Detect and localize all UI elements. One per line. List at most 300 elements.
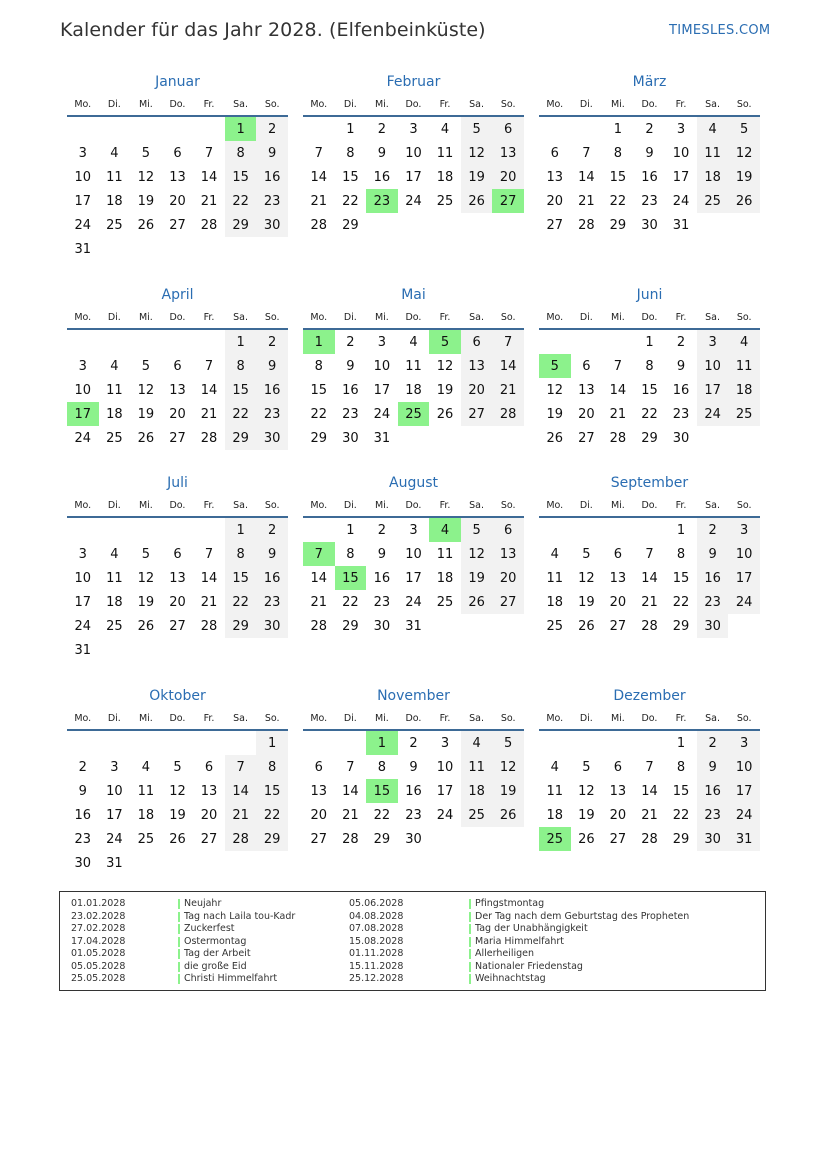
day-cell: 24	[728, 803, 760, 827]
holiday-date: 01.05.2028	[71, 948, 126, 959]
day-cell: 5	[728, 116, 760, 141]
page-title: Kalender für das Jahr 2028. (Elfenbeinküste)	[60, 19, 486, 41]
day-cell: 1	[346, 121, 355, 137]
day-cell: 23	[697, 803, 729, 827]
day-cell: 22	[609, 193, 627, 209]
day-cell: 17	[728, 566, 760, 590]
weekday-header: Fr.	[429, 494, 461, 517]
day-cell: 10	[405, 145, 422, 161]
day-cell: 28	[225, 827, 257, 851]
day-cell: 10	[728, 755, 760, 779]
day-cell: 29	[256, 827, 288, 851]
day-cell: 18	[436, 169, 454, 185]
day-cell: 2	[256, 329, 288, 354]
day-cell: 27	[492, 189, 524, 213]
day-cell: 9	[409, 759, 418, 775]
day-cell: 9	[697, 542, 729, 566]
day-cell: 19	[137, 193, 155, 209]
empty-cell	[130, 116, 162, 141]
weekday-header: Fr.	[665, 707, 697, 730]
weekday-header: Do.	[634, 494, 666, 517]
day-cell: 3	[440, 735, 450, 751]
day-cell: 16	[74, 807, 92, 823]
empty-cell	[398, 426, 430, 450]
day-cell: 9	[256, 141, 288, 165]
day-cell: 14	[225, 779, 257, 803]
day-cell: 29	[310, 430, 328, 446]
day-cell: 25	[436, 594, 454, 610]
day-cell: 6	[613, 759, 623, 775]
month-name: August	[389, 475, 438, 491]
day-cell: 3	[728, 730, 760, 755]
day-cell: 5	[582, 759, 591, 775]
weekday-header: Sa.	[461, 93, 493, 116]
day-cell: 10	[405, 546, 422, 562]
empty-cell	[67, 730, 99, 755]
month-name: September	[610, 475, 689, 491]
day-cell: 29	[373, 831, 391, 847]
day-cell: 16	[373, 169, 391, 185]
day-cell: 9	[377, 546, 387, 562]
day-cell: 28	[342, 831, 359, 847]
empty-cell	[162, 851, 194, 875]
day-cell: 9	[645, 145, 654, 161]
weekday-header: Mo.	[67, 306, 99, 329]
weekday-header: So.	[728, 306, 760, 329]
day-cell: 19	[461, 566, 493, 590]
weekday-header: Fr.	[665, 494, 697, 517]
weekday-header: Fr.	[429, 93, 461, 116]
day-cell: 10	[106, 783, 123, 799]
day-cell: 9	[78, 783, 87, 799]
day-cell: 26	[137, 430, 155, 446]
day-cell: 17	[436, 783, 454, 799]
weekday-header: Di.	[99, 306, 131, 329]
day-cell: 25	[106, 217, 123, 233]
day-cell: 21	[578, 193, 595, 209]
weekday-header: So.	[256, 494, 288, 517]
day-cell: 12	[137, 169, 155, 185]
weekday-header: So.	[492, 494, 524, 517]
weekday-header: Mi.	[130, 93, 162, 116]
empty-cell	[99, 517, 131, 542]
holiday-date: 01.11.2028	[349, 948, 404, 959]
day-cell: 8	[377, 759, 387, 775]
day-cell: 15	[225, 165, 257, 189]
holiday-name: die große Eid	[178, 961, 247, 974]
empty-cell	[634, 730, 666, 755]
day-cell: 6	[550, 145, 559, 161]
day-cell: 14	[492, 354, 524, 378]
weekday-header: Mo.	[303, 93, 335, 116]
day-cell: 17	[373, 382, 391, 398]
day-cell: 17	[67, 402, 99, 426]
weekday-header: Sa.	[697, 93, 729, 116]
day-cell: 15	[335, 566, 367, 590]
day-cell: 15	[225, 378, 257, 402]
day-cell: 5	[582, 546, 591, 562]
day-cell: 29	[225, 614, 257, 638]
month-name: Dezember	[613, 688, 686, 704]
empty-cell	[99, 116, 131, 141]
day-cell: 6	[173, 358, 182, 374]
empty-cell	[492, 213, 524, 237]
day-cell: 3	[78, 145, 87, 161]
weekday-header: Mo.	[303, 494, 335, 517]
day-cell: 1	[225, 116, 257, 141]
day-cell: 14	[578, 169, 595, 185]
empty-cell	[162, 237, 194, 261]
day-cell: 21	[641, 594, 658, 610]
weekday-header: So.	[728, 494, 760, 517]
day-cell: 2	[256, 116, 288, 141]
empty-cell	[162, 329, 194, 354]
day-cell: 19	[461, 165, 493, 189]
holiday-date: 05.05.2028	[71, 960, 126, 972]
day-cell: 13	[169, 382, 186, 398]
weekday-header: Sa.	[225, 306, 257, 329]
day-cell: 1	[303, 329, 335, 354]
day-cell: 2	[645, 121, 654, 137]
day-cell: 30	[342, 430, 359, 446]
weekday-header: Mi.	[602, 93, 634, 116]
day-cell: 12	[492, 755, 524, 779]
day-cell: 6	[314, 759, 323, 775]
day-cell: 26	[492, 803, 524, 827]
day-cell: 7	[204, 546, 214, 562]
weekday-header: Sa.	[697, 707, 729, 730]
day-cell: 4	[697, 116, 729, 141]
weekday-header: Di.	[571, 707, 603, 730]
day-cell: 3	[697, 329, 729, 354]
day-cell: 17	[697, 378, 729, 402]
day-cell: 19	[578, 594, 595, 610]
day-cell: 23	[256, 189, 288, 213]
day-cell: 22	[641, 406, 658, 422]
day-cell: 19	[492, 779, 524, 803]
day-cell: 2	[697, 517, 729, 542]
day-cell: 25	[461, 803, 493, 827]
day-cell: 21	[609, 406, 627, 422]
day-cell: 4	[550, 546, 559, 562]
day-cell: 24	[405, 594, 422, 610]
month-name: Juni	[636, 287, 663, 303]
empty-cell	[602, 730, 634, 755]
day-cell: 29	[225, 213, 257, 237]
empty-cell	[99, 237, 131, 261]
weekday-header: So.	[256, 93, 288, 116]
holiday-date: 15.08.2028	[349, 935, 404, 947]
day-cell: 8	[676, 546, 686, 562]
day-cell: 12	[137, 382, 155, 398]
day-cell: 15	[609, 169, 627, 185]
day-cell: 22	[342, 193, 359, 209]
month-februar	[303, 72, 524, 237]
day-cell: 13	[461, 354, 493, 378]
day-cell: 29	[641, 430, 658, 446]
day-cell: 8	[346, 546, 355, 562]
holiday-name: Weihnachtstag	[469, 973, 546, 986]
holiday-name: Zuckerfest	[178, 923, 235, 936]
weekday-header: Mi.	[366, 707, 398, 730]
day-cell: 21	[200, 594, 218, 610]
day-cell: 14	[200, 382, 218, 398]
day-cell: 10	[74, 169, 92, 185]
empty-cell	[225, 730, 257, 755]
day-cell: 6	[492, 517, 524, 542]
empty-cell	[193, 730, 225, 755]
day-cell: 24	[436, 807, 454, 823]
holiday-date: 07.08.2028	[349, 923, 404, 934]
day-cell: 26	[169, 831, 186, 847]
day-cell: 1	[225, 517, 257, 542]
day-cell: 28	[310, 618, 328, 634]
month-märz	[539, 72, 760, 237]
empty-cell	[461, 827, 493, 851]
empty-cell	[193, 116, 225, 141]
empty-cell	[162, 730, 194, 755]
day-cell: 13	[609, 570, 627, 586]
empty-cell	[571, 730, 603, 755]
day-cell: 12	[436, 358, 454, 374]
day-cell: 18	[106, 193, 123, 209]
day-cell: 15	[225, 566, 257, 590]
holiday-name: Nationaler Friedenstag	[469, 961, 583, 974]
day-cell: 15	[672, 783, 690, 799]
weekday-header: Mo.	[539, 707, 571, 730]
weekday-header: Mo.	[67, 93, 99, 116]
holiday-date: 15.11.2028	[349, 960, 404, 972]
day-cell: 24	[74, 217, 92, 233]
month-april	[67, 285, 288, 450]
day-cell: 7	[303, 542, 335, 566]
holiday-name: Tag nach Laila tou-Kadr	[178, 911, 295, 924]
empty-cell	[697, 426, 729, 450]
day-cell: 28	[200, 430, 218, 446]
day-cell: 16	[373, 570, 391, 586]
day-cell: 18	[728, 378, 760, 402]
holiday-name: Allerheiligen	[469, 948, 534, 961]
weekday-header: Sa.	[225, 494, 257, 517]
day-cell: 24	[373, 406, 391, 422]
day-cell: 7	[613, 358, 623, 374]
day-cell: 15	[342, 169, 359, 185]
empty-cell	[256, 851, 288, 875]
month-oktober	[67, 686, 288, 875]
day-cell: 8	[613, 145, 623, 161]
day-cell: 27	[169, 430, 186, 446]
weekday-header: Mo.	[67, 707, 99, 730]
empty-cell	[67, 329, 99, 354]
day-cell: 29	[225, 426, 257, 450]
day-cell: 2	[377, 522, 387, 538]
empty-cell	[602, 517, 634, 542]
day-cell: 13	[492, 542, 524, 566]
day-cell: 25	[728, 402, 760, 426]
empty-cell	[130, 329, 162, 354]
holiday-name: Der Tag nach dem Geburtstag des Propheten	[469, 911, 689, 924]
day-cell: 14	[342, 783, 359, 799]
weekday-header: Mi.	[602, 494, 634, 517]
weekday-header: Do.	[162, 707, 194, 730]
day-cell: 22	[225, 189, 257, 213]
day-cell: 26	[461, 189, 493, 213]
empty-cell	[429, 426, 461, 450]
empty-cell	[67, 116, 99, 141]
month-november	[303, 686, 524, 851]
day-cell: 29	[342, 618, 359, 634]
day-cell: 5	[141, 546, 151, 562]
weekday-header: Di.	[335, 494, 367, 517]
day-cell: 11	[106, 570, 123, 586]
day-cell: 16	[672, 382, 690, 398]
day-cell: 13	[578, 382, 595, 398]
day-cell: 14	[609, 382, 627, 398]
day-cell: 5	[461, 517, 493, 542]
day-cell: 18	[106, 594, 123, 610]
empty-cell	[398, 213, 430, 237]
day-cell: 9	[346, 358, 355, 374]
day-cell: 1	[256, 730, 288, 755]
day-cell: 5	[141, 145, 151, 161]
day-cell: 27	[461, 402, 493, 426]
brand-link[interactable]: TIMESLES.COM	[669, 23, 771, 38]
day-cell: 12	[169, 783, 186, 799]
day-cell: 11	[546, 783, 564, 799]
weekday-header: Do.	[398, 494, 430, 517]
empty-cell	[539, 730, 571, 755]
day-cell: 16	[697, 566, 729, 590]
day-cell: 11	[436, 145, 454, 161]
day-cell: 14	[641, 783, 658, 799]
empty-cell	[303, 116, 335, 141]
day-cell: 30	[405, 831, 422, 847]
day-cell: 20	[169, 406, 186, 422]
empty-cell	[728, 213, 760, 237]
weekday-header: So.	[492, 93, 524, 116]
day-cell: 19	[137, 406, 155, 422]
weekday-header: So.	[256, 707, 288, 730]
month-name: Juli	[167, 475, 188, 491]
day-cell: 26	[578, 831, 595, 847]
day-cell: 25	[106, 618, 123, 634]
day-cell: 28	[310, 217, 328, 233]
day-cell: 5	[539, 354, 571, 378]
day-cell: 21	[342, 807, 359, 823]
weekday-header: Do.	[634, 306, 666, 329]
day-cell: 3	[409, 121, 418, 137]
day-cell: 17	[728, 779, 760, 803]
day-cell: 19	[546, 406, 564, 422]
day-cell: 9	[256, 354, 288, 378]
weekday-header: Mi.	[130, 707, 162, 730]
day-cell: 13	[169, 570, 186, 586]
empty-cell	[571, 517, 603, 542]
holiday-date: 25.12.2028	[349, 973, 404, 984]
day-cell: 7	[314, 145, 323, 161]
weekday-header: Mi.	[602, 306, 634, 329]
day-cell: 14	[310, 570, 328, 586]
day-cell: 17	[672, 169, 690, 185]
weekday-header: Do.	[634, 93, 666, 116]
day-cell: 26	[728, 189, 760, 213]
day-cell: 18	[436, 570, 454, 586]
day-cell: 28	[578, 217, 595, 233]
day-cell: 27	[609, 618, 627, 634]
day-cell: 25	[436, 193, 454, 209]
weekday-header: So.	[256, 306, 288, 329]
weekday-header: So.	[492, 306, 524, 329]
holiday-date: 05.06.2028	[349, 898, 404, 909]
day-cell: 17	[74, 193, 92, 209]
day-cell: 20	[609, 594, 627, 610]
day-cell: 13	[169, 169, 186, 185]
holiday-name: Christi Himmelfahrt	[178, 973, 277, 986]
day-cell: 3	[676, 121, 686, 137]
empty-cell	[461, 614, 493, 638]
day-cell: 21	[641, 807, 658, 823]
day-cell: 23	[672, 406, 690, 422]
weekday-header: So.	[728, 93, 760, 116]
weekday-header: Di.	[571, 93, 603, 116]
day-cell: 10	[373, 358, 391, 374]
day-cell: 13	[200, 783, 218, 799]
day-cell: 22	[310, 406, 328, 422]
day-cell: 17	[106, 807, 123, 823]
day-cell: 8	[314, 358, 323, 374]
day-cell: 5	[173, 759, 182, 775]
day-cell: 2	[256, 517, 288, 542]
day-cell: 3	[728, 517, 760, 542]
holiday-name: Maria Himmelfahrt	[469, 936, 564, 949]
day-cell: 7	[645, 759, 654, 775]
day-cell: 1	[613, 121, 623, 137]
day-cell: 4	[550, 759, 559, 775]
day-cell: 22	[342, 594, 359, 610]
day-cell: 11	[461, 755, 493, 779]
day-cell: 4	[429, 517, 461, 542]
day-cell: 8	[346, 145, 355, 161]
day-cell: 24	[106, 831, 123, 847]
day-cell: 12	[137, 570, 155, 586]
day-cell: 21	[225, 803, 257, 827]
day-cell: 27	[578, 430, 595, 446]
day-cell: 11	[137, 783, 155, 799]
empty-cell	[193, 517, 225, 542]
day-cell: 24	[672, 193, 690, 209]
day-cell: 15	[641, 382, 658, 398]
day-cell: 16	[697, 779, 729, 803]
empty-cell	[225, 638, 257, 662]
empty-cell	[697, 213, 729, 237]
empty-cell	[303, 730, 335, 755]
day-cell: 2	[78, 759, 87, 775]
day-cell: 1	[346, 522, 355, 538]
day-cell: 24	[74, 618, 92, 634]
day-cell: 20	[461, 378, 493, 402]
day-cell: 18	[546, 807, 564, 823]
empty-cell	[162, 517, 194, 542]
day-cell: 3	[377, 334, 387, 350]
weekday-header: Di.	[571, 494, 603, 517]
empty-cell	[193, 237, 225, 261]
month-mai	[303, 285, 524, 450]
weekday-header: Mo.	[539, 494, 571, 517]
weekday-header: Mi.	[366, 494, 398, 517]
weekday-header: Di.	[99, 494, 131, 517]
day-cell: 26	[436, 406, 454, 422]
day-cell: 1	[645, 334, 654, 350]
